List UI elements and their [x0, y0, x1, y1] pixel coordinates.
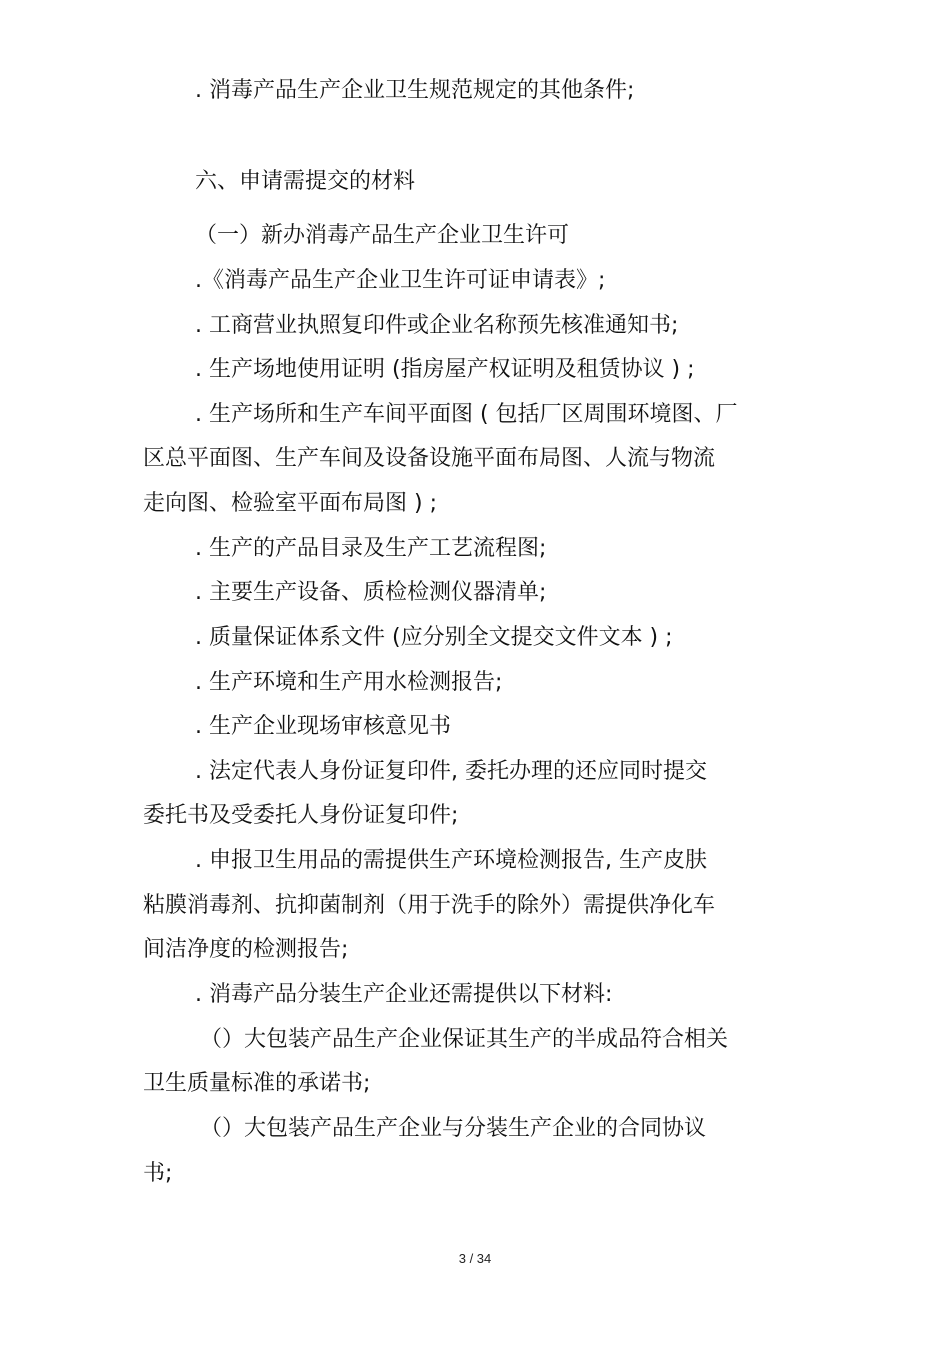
text-line: . 生产企业现场审核意见书	[195, 714, 451, 739]
page-number: 3 / 34	[458, 1251, 492, 1266]
text-line: 走向图、检验室平面布局图 ) ;	[143, 491, 437, 516]
text-line: 粘膜消毒剂、抗抑菌制剂（用于洗手的除外）需提供净化车	[143, 893, 716, 918]
text-line: . 生产场地使用证明 (指房屋产权证明及租赁协议 ) ;	[195, 357, 695, 382]
text-line: 卫生质量标准的承诺书;	[143, 1071, 371, 1096]
text-line: . 申报卫生用品的需提供生产环境检测报告, 生产皮肤	[195, 848, 707, 873]
text-line: .《消毒产品生产企业卫生许可证申请表》;	[195, 268, 606, 293]
text-line: . 工商营业执照复印件或企业名称预先核准通知书;	[195, 313, 679, 338]
subsection-heading: （一）新办消毒产品生产企业卫生许可	[195, 223, 570, 248]
text-line: . 生产的产品目录及生产工艺流程图;	[195, 536, 547, 561]
section-heading: 六、申请需提交的材料	[195, 169, 416, 194]
text-line: （）大包装产品生产企业与分装生产企业的合同协议	[200, 1116, 707, 1141]
text-line: . 主要生产设备、质检检测仪器清单;	[195, 580, 547, 605]
text-line: 书;	[143, 1161, 173, 1186]
text-line: . 生产场所和生产车间平面图 ( 包括厂区周围环境图、厂	[195, 402, 738, 427]
text-line: （）大包装产品生产企业保证其生产的半成品符合相关	[200, 1027, 729, 1052]
text-line: . 生产环境和生产用水检测报告;	[195, 670, 503, 695]
text-line: 区总平面图、生产车间及设备设施平面布局图、人流与物流	[143, 446, 716, 471]
text-line: 间洁净度的检测报告;	[143, 937, 349, 962]
text-line: . 质量保证体系文件 (应分别全文提交文件文本 ) ;	[195, 625, 673, 650]
text-line: . 消毒产品生产企业卫生规范规定的其他条件;	[195, 78, 635, 103]
text-line: 委托书及受委托人身份证复印件;	[143, 803, 459, 828]
text-line: . 消毒产品分装生产企业还需提供以下材料:	[195, 982, 613, 1007]
text-line: . 法定代表人身份证复印件, 委托办理的还应同时提交	[195, 759, 707, 784]
